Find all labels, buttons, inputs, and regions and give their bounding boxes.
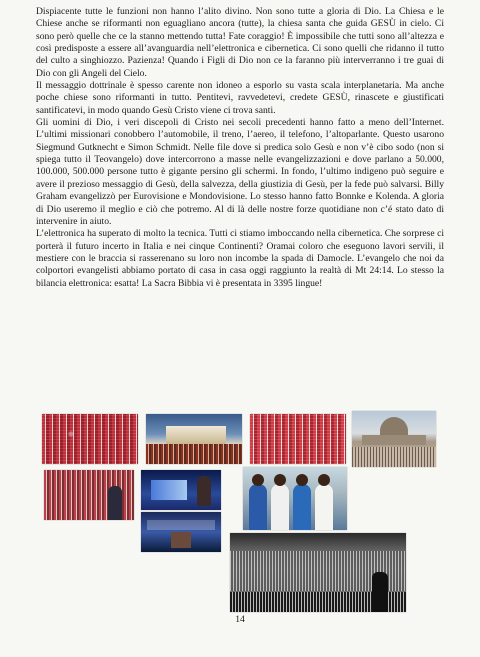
screen-shape (151, 480, 187, 500)
preacher-figure (108, 486, 122, 520)
body-text (36, 6, 444, 290)
student-figure (271, 484, 289, 530)
photo-tv-studio-2 (141, 512, 221, 552)
banner-shape (147, 520, 215, 530)
photo-st-peters-square (352, 411, 436, 467)
student-figure (315, 484, 333, 530)
paragraph-3: Gli uomini di Dio, i veri discepoli di Cristo nei secoli precedenti hanno fatto a meno dell’Internet. L’ultimi missionari conobbero l’automobile, il treno, l’aereo, il telefono, l’altoparlante. Questo usarono Siegmund Gutknecht e Simon Schmidt. Nelle file dove si predica solo Gesù e non v’è cibo sodo (non si spiega tutto il Teovangelo) dove intercorrono a masse nelle evangelizzazioni e dove parlano a 50.000, 100.000, 500.000 persone tutto è gigante persino gli schermi. In fondo, l’ultimo indigeno può seguire e avere il prezioso messaggio di Gesù, della salvezza, della giustizia di Gesù, per la fede può salvarsi. Billy Graham evangelizzò per Eurovisione e Mondovisione. Lo stesso hanno fatto Bonnke e Kolenda. A gloria di Dio useremo il meglio e ciò che potremo. Al di là delle nostre forze quotidiane non c’é stato dato di intervenire in aiuto. (36, 117, 444, 227)
photo-outdoor-crowd (44, 470, 134, 520)
square-shape (352, 447, 436, 467)
paragraph-4: L’elettronica ha superato di molto la tecnica. Tutti ci stiamo imboccando nella cibernetica. Che sorprese ci porterà il futuro incerto in Italia e nei cinque Continenti? Oramai coloro che eseguono lavori servili, il mestiere con le braccia si rasserenano su loro non incombe la spada di Damocle. L’evangelo che noi da colportori evangelisti abbiamo portato di casa in casa oggi raggiunto la realtà di Mt 24:14. Lo stesso la bilancia elettronica: esatta! La Sacra Bibbia vi è presentata in 3395 lingue! (36, 228, 444, 289)
photo-students (243, 467, 347, 530)
speaker-figure (372, 572, 388, 612)
student-figure (249, 484, 267, 530)
basilica-shape (362, 435, 426, 445)
stage-shape (166, 426, 226, 444)
paragraph-1: Dispiacente tutte le funzioni non hanno l’alito divino. Non sono tutte a gloria di Dio. La Chiesa e le Chiese anche se riformanti non eguagliano ancora (tutte), la chiesa santa che guida GESÙ in cielo. Ci sono però quelle che ce la stanno mettendo tutta! Fate coraggio! È impossibile che tutti sono all’altezza e così predisposte a essere all’avanguardia nell’elettronica e cibernetica. Ci sono quelli che ridanno il tutto del culto a singhiozzo. Pazienza! Quando i Figli di Dio non ce la faranno più interverranno i tre guai di Dio con gli Angeli del Cielo. (36, 6, 444, 79)
student-figure (293, 484, 311, 530)
photo-crowd-red-1 (42, 414, 138, 464)
podium-shape (171, 532, 191, 548)
photo-stadium (230, 533, 406, 612)
photo-tv-studio-1 (141, 470, 221, 510)
photo-stage-crowd (146, 414, 242, 464)
paragraph-2: Il messaggio dottrinale è spesso carente non idoneo a esporlo su vasta scala interplanetaria. Ma anche poche chiese sono riformanti in tutto. Pentitevi, ravvedetevi, credete GESÙ, rinascete e giustificati santificatevi, in modo quando Gesù Cristo viene ci trova santi. (36, 80, 444, 116)
page-number: 14 (235, 614, 245, 625)
person-figure (197, 476, 211, 506)
crowd-shape (146, 444, 242, 464)
photo-crowd-red-2 (250, 414, 346, 464)
